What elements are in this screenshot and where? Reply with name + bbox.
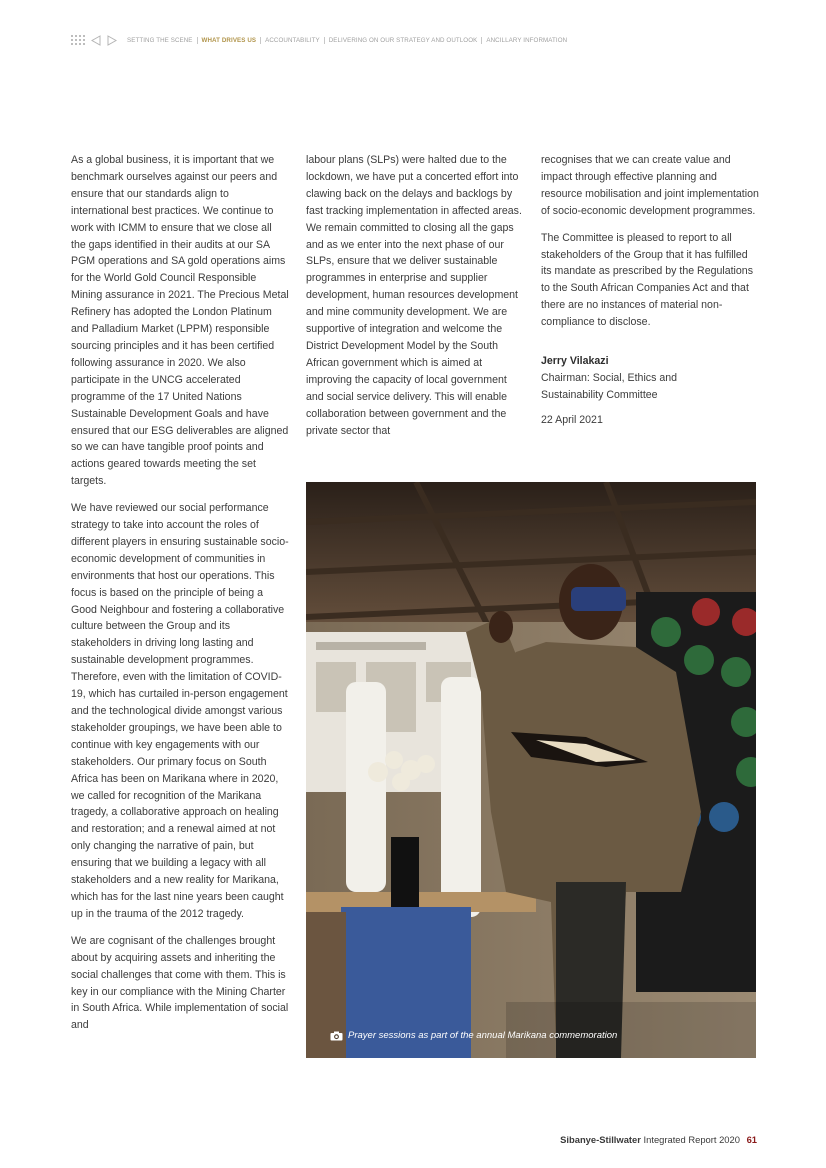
nav-what-drives-us[interactable]: WHAT DRIVES US <box>201 36 257 44</box>
top-navigation <box>71 33 567 47</box>
text-column-1 <box>71 152 289 1044</box>
grid-menu-icon[interactable] <box>71 35 85 46</box>
signature-block <box>541 353 761 429</box>
paragraph-value-creation: recognises that we can create value and impact through effective planning and resource mobilisation and joint implementation of socio-economic development programmes. <box>541 154 759 217</box>
prayer-session-photo <box>306 482 756 1058</box>
next-page-icon[interactable] <box>107 35 117 46</box>
nav-setting-the-scene[interactable]: SETTING THE SCENE <box>127 36 193 44</box>
paragraph-slps: labour plans (SLPs) were halted due to the lockdown, we have put a concerted effort into clawing back on the delays and backlogs by fast tracking implementation in affected areas. We remain committed to closing all the gaps and as we enter into the next phase of our SLPs, ensure that we deliver sustainable programmes in enterprise and supplier development, human resources development and mine community development. We are supportive of integration and welcome the District Development Model by the South African government which is aimed at improving the capacity of local government and social service delivery. This will enable collaboration between government and the private sector that <box>306 154 522 437</box>
signatory-name: Jerry Vilakazi <box>541 355 609 368</box>
signatory-title-line-1: Chairman: Social, Ethics and <box>541 371 678 384</box>
nav-divider <box>260 37 261 44</box>
page-footer <box>560 1134 757 1145</box>
nav-ancillary-information[interactable]: ANCILLARY INFORMATION <box>486 36 568 44</box>
footer-report-title: Integrated Report 2020 <box>643 1134 740 1145</box>
section-links <box>127 37 567 44</box>
page-number: 61 <box>746 1134 757 1145</box>
paragraph-challenges: We are cognisant of the challenges brought about by acquiring assets and inheriting the social challenges that come with them. This is key in our compliance with the Mining Charter in South Africa. While implementation of social and <box>71 934 289 1032</box>
photo-caption <box>330 1030 617 1041</box>
nav-delivering-on-strategy[interactable]: DELIVERING ON OUR STRATEGY AND OUTLOOK <box>328 36 478 44</box>
paragraph-benchmarking: As a global business, it is important that we benchmark ourselves against our peers and ensure that our standards align to international best practices. We continue to work with ICMM to ensure that we close all the gaps identified in their audits at our SA PGM operations and SA gold operations aims for the World Gold Council Responsible Mining assurance in 2021. The Precious Metal Refinery has adopted the London Platinum and Palladium Market (LPPM) responsible sourcing principles and it has been certified following assurance in 2020. We also participate in the UNCG accelerated programme of the 17 United Nations Sustainable Development Goals and have ensured that our ESG deliverables are aligned so we can have tangible proof points and actions geared towards meeting the set targets. <box>71 154 289 488</box>
caption-text: Prayer sessions as part of the annual Marikana commemoration <box>348 1030 618 1041</box>
nav-divider <box>324 37 325 44</box>
signature-date: 22 April 2021 <box>541 413 603 426</box>
text-column-3 <box>541 152 761 429</box>
previous-page-icon[interactable] <box>91 35 101 46</box>
photo-illustration <box>306 482 756 1058</box>
text-column-2 <box>306 152 524 449</box>
paragraph-committee-report: The Committee is pleased to report to all stakeholders of the Group that it has fulfilled its mandate as prescribed by the Regulations to the South African Companies Act and that there are no instances of material non-compliance to disclose. <box>541 231 753 329</box>
nav-divider <box>197 37 198 44</box>
signatory-title-line-2: Sustainability Committee <box>541 388 658 401</box>
nav-divider <box>481 37 482 44</box>
camera-icon <box>330 1031 343 1041</box>
paragraph-social-performance: We have reviewed our social performance strategy to take into account the roles of different players in ensuring sustainable socio-economic development of communities in environments that host our operations. This focus is based on the principle of being a Good Neighbour and fostering a collaborative culture between the Group and its stakeholders in driving long lasting and sustainable development programmes. Therefore, even with the limitation of COVID-19, which has curtailed in-person engagement and the technological divide amongst various stakeholder groupings, we have been able to continue with key engagements with our stakeholders. Our primary focus on South Africa has been on Marikana where in 2020, we called for recognition of the Marikana tragedy, a collaborative approach on healing and restoration; and a renewal aimed at not only changing the narrative of pain, but ensuring that we building a legacy with all stakeholders and a new reality for Marikana, which has for the last nine years been caught up in the trauma of the 2012 tragedy. <box>71 502 289 920</box>
footer-brand: Sibanye-Stillwater <box>560 1134 641 1145</box>
nav-accountability[interactable]: ACCOUNTABILITY <box>265 36 320 44</box>
